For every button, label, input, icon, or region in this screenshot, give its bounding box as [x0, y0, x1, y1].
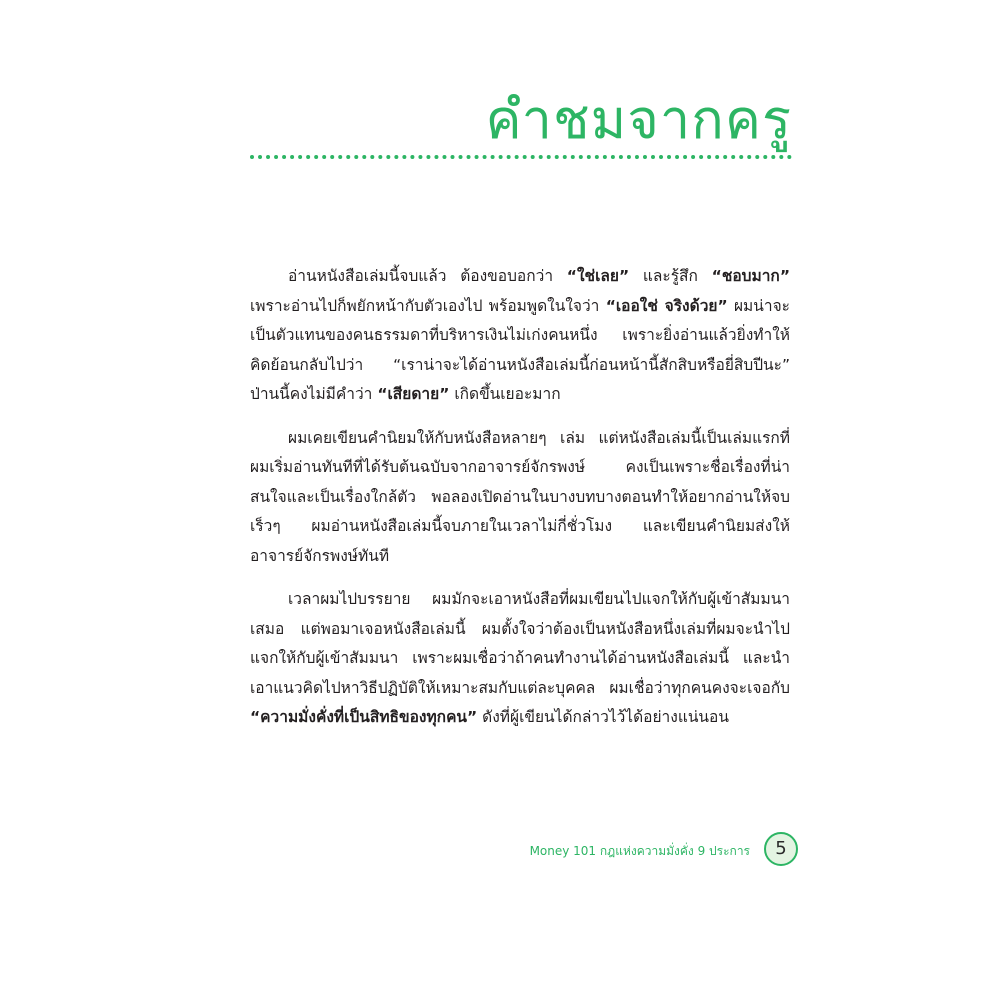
- text-run: ผมน่าจะเป็นตัวแทนของคนธรรมดาที่บริหารเงินไม่เก่งคนหนึ่ง เพราะยิ่งอ่านแล้วยิ่งทำให้คิดย้อนกลับไปว่า “เราน่าจะได้อ่านหนังสือเล่มนี้ก่อนหน้านี้สักสิบหรือยี่สิบปีนะ” ป่านนี้คงไม่มีคำว่า: [250, 296, 790, 403]
- text-run: เพราะอ่านไปก็พยักหน้ากับตัวเองไป พร้อมพูดในใจว่า: [250, 296, 606, 315]
- text-run: เวลาผมไปบรรยาย ผมมักจะเอาหนังสือที่ผมเขียนไปแจกให้กับผู้เข้าสัมมนาเสมอ แต่พอมาเจอหนังสือเล่มนี้ ผมตั้งใจว่าต้องเป็นหนังสือหนึ่งเล่มที่ผมจะนำไปแจกให้กับผู้เข้าสัมมนา เพราะผมเชื่อว่าถ้าคนทำงานได้อ่านหนังสือเล่มนี้ และนำเอาแนวคิดไปหาวิธีปฏิบัติให้เหมาะสมกับแต่ละบุคคล ผมเชื่อว่าทุกคนคงจะเจอกับ: [250, 590, 790, 697]
- paragraph: [250, 262, 790, 410]
- text-run: ดังที่ผู้เขียนได้กล่าวไว้ได้อย่างแน่นอน: [477, 708, 729, 726]
- page-title: คำชมจากครู: [485, 88, 792, 151]
- text-run: ผมเคยเขียนคำนิยมให้กับหนังสือหลายๆ เล่ม แต่หนังสือเล่มนี้เป็นเล่มแรกที่ผมเริ่มอ่านทันทีที่ได้รับต้นฉบับจากอาจารย์จักรพงษ์ คงเป็นเพราะชื่อเรื่องที่น่าสนใจและเป็นเรื่องใกล้ตัว พอลองเปิดอ่านในบางบทบางตอนทำให้อยากอ่านให้จบเร็วๆ ผมอ่านหนังสือเล่มนี้จบภายในเวลาไม่กี่ชั่วโมง และเขียนคำนิยมส่งให้อาจารย์จักรพงษ์ทันที: [250, 428, 790, 565]
- emphasized-quote: “ชอบมาก”: [711, 267, 791, 285]
- emphasized-quote: “ความมั่งคั่งที่เป็นสิทธิของทุกคน”: [250, 708, 478, 726]
- emphasized-quote: “เออใช่ จริงด้วย”: [605, 296, 728, 315]
- emphasized-quote: “ใช่เลย”: [566, 267, 630, 285]
- paragraph: [250, 424, 790, 572]
- text-run: เกิดขึ้นเยอะมาก: [449, 385, 561, 403]
- text-run: และรู้สึก: [629, 267, 712, 285]
- body-text: [250, 262, 790, 747]
- paragraph: [250, 585, 790, 733]
- title-dotted-divider: [250, 155, 792, 159]
- text-run: อ่านหนังสือเล่มนี้จบแล้ว ต้องขอบอกว่า: [288, 267, 567, 285]
- page-footer: [500, 832, 800, 872]
- emphasized-quote: “เสียดาย”: [377, 385, 450, 403]
- page-number-badge: 5: [764, 832, 798, 866]
- running-title: Money 101 กฎแห่งความมั่งคั่ง 9 ประการ: [529, 844, 750, 858]
